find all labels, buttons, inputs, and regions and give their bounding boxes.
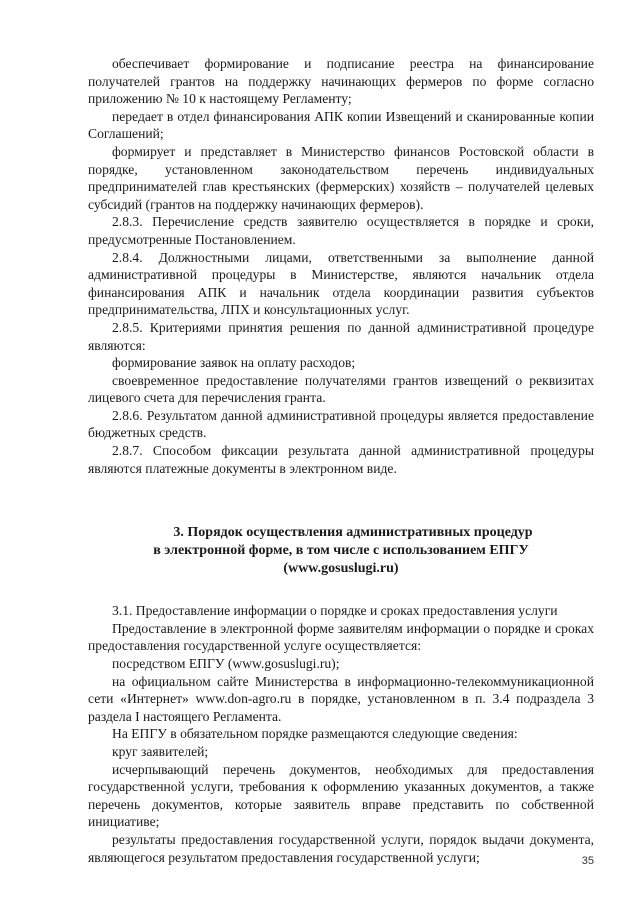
paragraph-perechen: исчерпывающий перечень документов, необходимых для предоставления государственной услуги, требования к оформлению указанных документов, а также перечень документов, которые заявитель вправе представить по собственной инициативе; (88, 761, 594, 830)
paragraph-epgu: посредством ЕПГУ (www.gosuslugi.ru); (112, 656, 340, 672)
paragraph-zayavki: формирование заявок на оплату расходов; (112, 355, 356, 371)
section-heading-line1: 3. Порядок осуществления административных процедур (173, 525, 533, 541)
section-spacer (88, 477, 594, 524)
paragraph-reestr: обеспечивает формирование и подписание реестра на финансирование получателей грантов на поддержку начинающих фермеров по форме согласно приложению № 10 к настоящему Регламенту; (88, 56, 594, 107)
paragraph-2-8-3: 2.8.3. Перечисление средств заявителю осуществляется в порядке и сроки, предусмотренные Постановлением. (88, 214, 594, 247)
paragraph-2-8-5: 2.8.5. Критериями принятия решения по данной административной процедуре являются: (88, 319, 594, 353)
page-number: 35 (581, 855, 594, 867)
paragraph-sait: на официальном сайте Министерства в информационно-телекоммуникационной сети «Интернет» www.don-agro.ru в порядке, установленном в п. 3.4 подраздела 3 раздела I настоящего Регламента. (88, 673, 594, 724)
paragraph-svedeniya: На ЕПГУ в обязательном порядке размещаются следующие сведения: (112, 726, 518, 742)
heading-spacer (88, 578, 594, 602)
paragraph-svoevremennoe: своевременное предоставление получателями грантов извещений о реквизитах лицевого счета для перечисления гранта. (88, 372, 594, 406)
paragraph-formiruet: формирует и представляет в Министерство финансов Ростовской области в порядке, установленном законодательством перечень индивидуальных предпринимателей глав крестьянских (фермерских) хозяйств – получателей целевых субсидий (грантов на поддержку начинающих фермеров). (88, 143, 594, 212)
section-heading (88, 524, 594, 578)
paragraph-2-8-4: 2.8.4. Должностными лицами, ответственными за выполнение данной административной процедуры в Министерстве, являются начальник отдела финансирования АПК и начальник отдела координации развития субъектов предпринимательства, ЛПХ и консультационных услуг. (88, 249, 594, 318)
paragraph-rezultaty: результаты предоставления государственной услуги, порядок выдачи документа, являющегося результатом предоставления государственной услуги; (88, 831, 594, 865)
paragraph-peredaet: передает в отдел финансирования АПК копии Извещений и сканированные копии Соглашений; (88, 108, 594, 142)
document-page (88, 55, 594, 866)
paragraph-3-1: 3.1. Предоставление информации о порядке и сроках предоставления услуги (112, 603, 558, 619)
paragraph-krug: круг заявителей; (112, 744, 209, 759)
section-heading-line3: (www.gosuslugi.ru) (283, 561, 399, 577)
paragraph-2-8-7: 2.8.7. Способом фиксации результата данной административной процедуры являются платежные документы в электронном виде. (88, 443, 594, 476)
section-heading-line2: в электронной форме, в том числе с использованием ЕПГУ (153, 543, 529, 559)
paragraph-predostavlenie: Предоставление в электронной форме заявителям информации о порядке и сроках предоставления государственной услуге осуществляется: (88, 620, 594, 654)
paragraph-2-8-6: 2.8.6. Результатом данной административной процедуры является предоставление бюджетных средств. (88, 407, 594, 441)
